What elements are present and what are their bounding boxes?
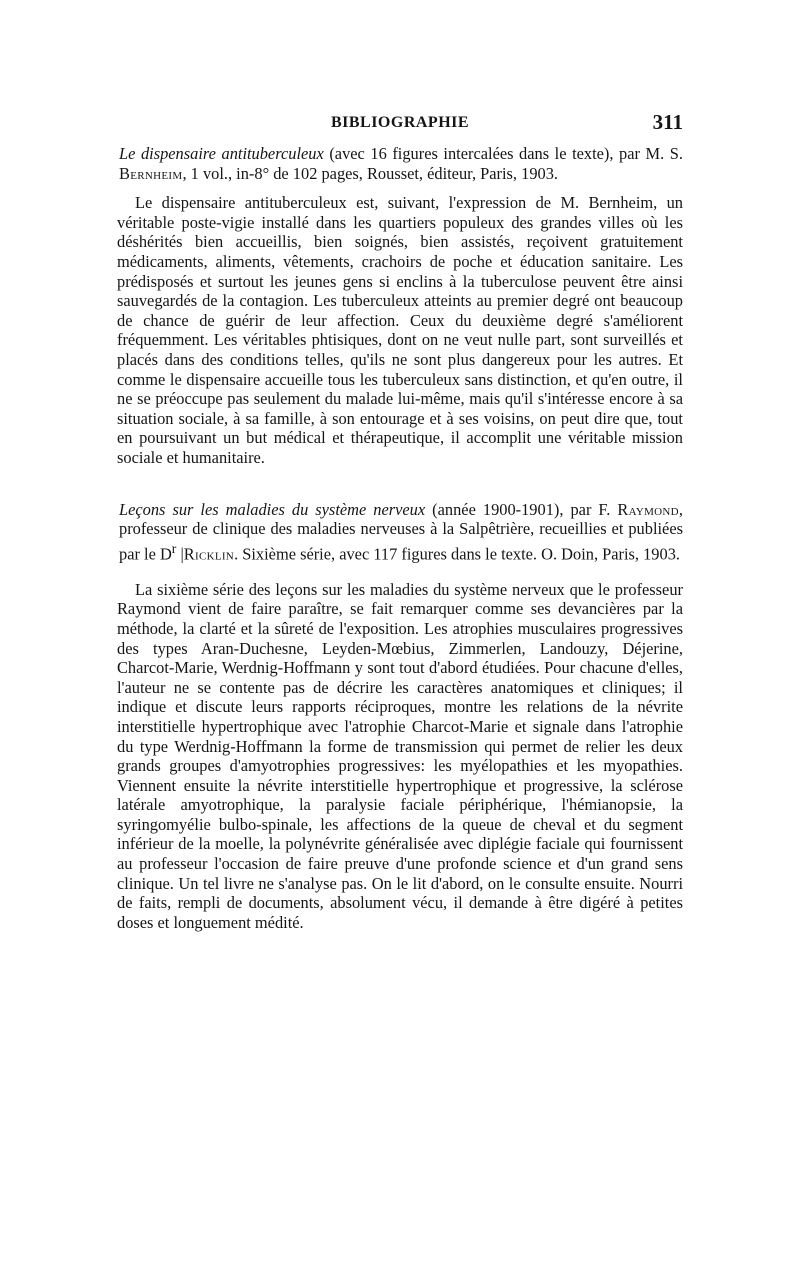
book-title: Le dispensaire antituberculeux: [119, 144, 324, 163]
page-header: [117, 110, 683, 144]
bibliography-entry-citation: [117, 144, 683, 183]
citation-details: . Sixième série, avec 117 figures dans le texte. O. Doin, Paris, 1903.: [234, 544, 680, 564]
citation-details: (avec 16 figures intercalées dans le texte), par M. S.: [323, 144, 684, 163]
citation-details: (année 1900-1901), par F.: [425, 499, 618, 519]
editor-name: Ricklin: [183, 544, 235, 564]
review-paragraph: La sixième série des leçons sur les maladies du système nerveux que le professeur Raymond vient de faire paraître, se fait remarquer comme ses devancières par la méthode, la clarté et la sûreté de l'exposition. Les atrophies musculaires progressives des types Aran-Duchesne, Leyden-Mœbius, Zimmerlen, Landouzy, Déjerine, Charcot-Marie, Werdnig-Hoffmann y sont tout d'abord étudiées. Pour chacune d'elles, l'auteur ne se contente pas de décrire les caractères anatomiques et cliniques; il indique et discute leurs rapports réciproques, montre les relations de la névrite interstitielle hypertrophique avec l'atrophie Charcot-Marie et signale dans l'atrophie du type Werdnig-Hoffmann la forme de transmission qui permet de relier les deux grands groupes d'amyotrophies progressives: les myélopathies et les myopathies. Viennent ensuite la névrite interstitielle hypertrophique et progressive, la sclérose latérale amyotrophique, la paralysie faciale périphérique, l'hémianopsie, la syringomyélie bulbo-spinale, les affections de la queue de cheval et du segment inférieur de la moelle, la polynévrite généralisée avec diplégie faciale qui fournissent au professeur l'occasion de faire preuve d'une profonde science et d'un grand sens clinique. Un tel livre ne s'analyse pas. On le lit d'abord, on le consulte ensuite. Nourri de faits, rempli de documents, absolument vécu, il demande à être digéré à petites doses et longuement médité.: [117, 579, 683, 932]
bibliography-entry-citation: [117, 500, 683, 564]
author-name: Raymond: [617, 499, 679, 519]
author-name: Bernheim: [119, 163, 183, 183]
citation-details: , professeur de clinique des maladies nerveuses à la Salpêtrière, recueillies et publiées par le D: [119, 499, 683, 564]
citation-details: |: [176, 544, 184, 564]
review-paragraph: Le dispensaire antituberculeux est, suivant, l'expression de M. Bernheim, un véritable poste-vigie installé dans les quartiers populeux des grandes villes où les déshérités bien accueillis, bien soignés, bien assistés, reçoivent gratuitement médicaments, aliments, vêtements, crachoirs de poche et éducation sanitaire. Les prédisposés et surtout les jeunes gens si enclins à la tuberculose peuvent être ainsi sauvegardés de la contagion. Les tuberculeux atteints au premier degré ont beaucoup de chance de guérir de leur affection. Ceux du deuxième degré s'améliorent fréquemment. Les véritables phtisiques, dont on ne veut nulle part, sont surveillés et placés dans des conditions telles, qu'ils ne sont plus dangereux pour les autres. Et comme le dispensaire accueille tous les tuberculeux sans distinction, et qu'en outre, il ne se préoccupe pas seulement du malade lui-même, mais qu'il s'intéresse encore à sa situation sociale, à sa famille, à son entourage et à ses voisins, on peut dire que, tout en poursuivant un but médical et thérapeutique, il accomplit une véritable mission sociale et humanitaire.: [117, 193, 683, 467]
page-number: 311: [652, 110, 683, 134]
superscript: r: [171, 540, 177, 556]
book-title: Leçons sur les maladies du système nerveux: [119, 499, 426, 519]
running-title: BIBLIOGRAPHIE: [330, 114, 470, 131]
book-page: [117, 110, 683, 932]
citation-details: , 1 vol., in-8° de 102 pages, Rousset, éditeur, Paris, 1903.: [182, 163, 559, 183]
